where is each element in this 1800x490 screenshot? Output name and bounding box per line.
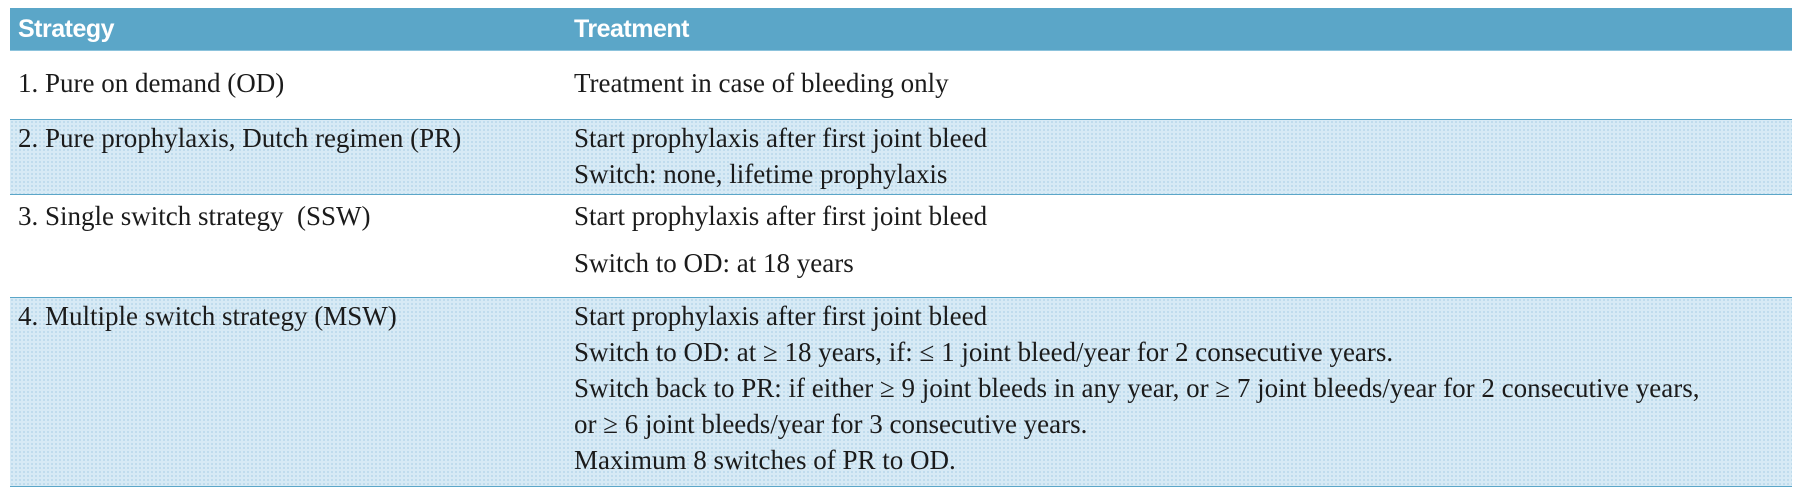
treatment-line: Start prophylaxis after first joint bleed <box>574 301 988 331</box>
strategy-text: 3. Single switch strategy (SSW) <box>18 201 371 231</box>
treatment-line: Switch back to PR: if either ≥ 9 joint bleeds in any year, or ≥ 7 joint bleeds/year for 2 consecutive years, <box>574 373 1700 403</box>
strategy-cell <box>10 65 566 119</box>
table-header <box>10 8 1792 51</box>
strategy-text: 4. Multiple switch strategy (MSW) <box>18 301 397 331</box>
strategy-cell <box>10 298 566 486</box>
table-row <box>10 298 1792 487</box>
treatment-line: Switch to OD: at 18 years <box>574 248 854 278</box>
treatment-cell <box>566 298 1792 486</box>
table-row <box>10 120 1792 195</box>
table-row <box>10 195 1792 298</box>
treatment-cell <box>566 65 1792 119</box>
strategy-text: 1. Pure on demand (OD) <box>18 68 285 98</box>
treatment-line: Start prophylaxis after first joint bleed <box>574 201 988 231</box>
treatment-line: Treatment in case of bleeding only <box>574 68 949 98</box>
table-row <box>10 51 1792 120</box>
treatment-line: Start prophylaxis after first joint bleed <box>574 123 988 153</box>
strategy-text: 2. Pure prophylaxis, Dutch regimen (PR) <box>18 123 462 153</box>
treatment-line: Switch to OD: at ≥ 18 years, if: ≤ 1 joint bleed/year for 2 consecutive years. <box>574 337 1394 367</box>
treatment-line: Switch: none, lifetime prophylaxis <box>574 159 948 189</box>
treatment-line: or ≥ 6 joint bleeds/year for 3 consecutive years. <box>574 409 1088 439</box>
treatment-cell <box>566 120 1792 194</box>
column-header-treatment: Treatment <box>574 14 689 43</box>
strategy-cell <box>10 198 566 297</box>
strategy-cell <box>10 120 566 194</box>
column-header-strategy: Strategy <box>18 14 115 43</box>
treatment-line: Maximum 8 switches of PR to OD. <box>574 445 956 475</box>
strategy-table <box>10 8 1792 487</box>
treatment-cell <box>566 198 1792 297</box>
